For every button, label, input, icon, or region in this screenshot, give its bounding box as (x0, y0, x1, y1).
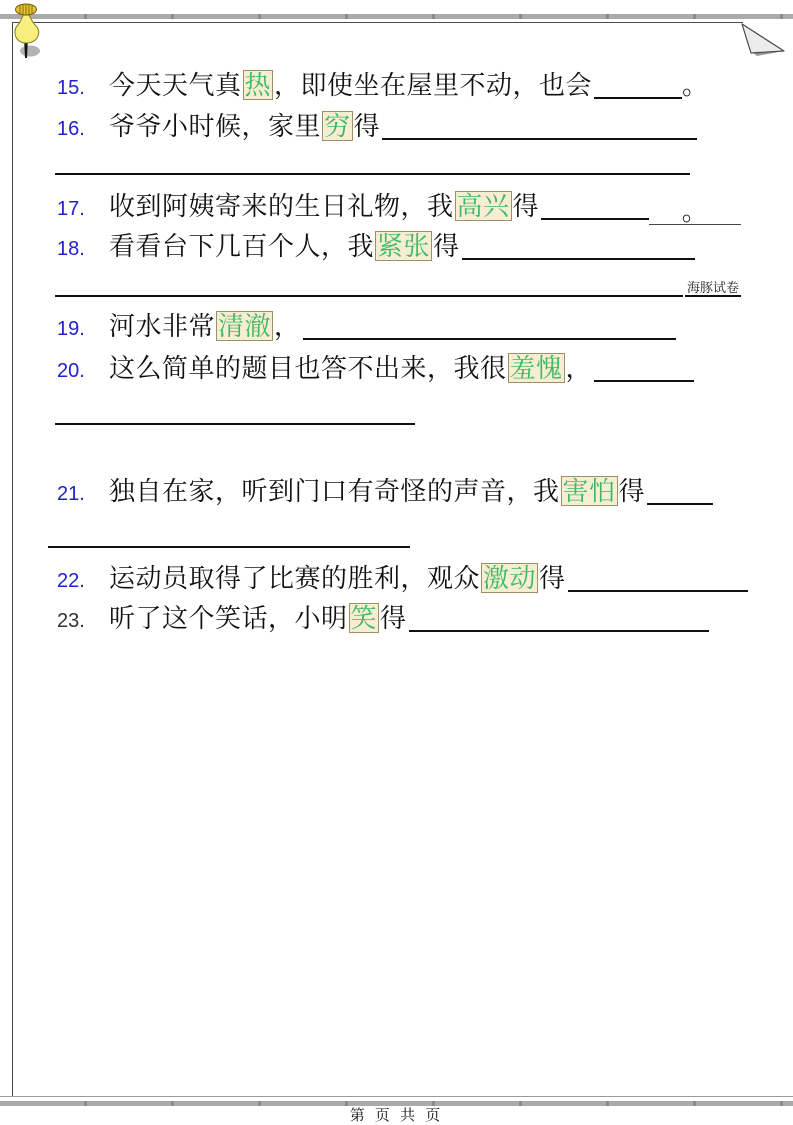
question-number: 23. (57, 610, 85, 632)
answer-line (55, 173, 690, 175)
table-gridline-top (0, 14, 793, 19)
question-text: 收到阿姨寄来的生日礼物，我 (109, 191, 454, 221)
question-text: 得 (380, 603, 407, 633)
highlighted-word: 羞愧 (509, 353, 563, 383)
answer-blank (303, 312, 676, 340)
question-text: 运动员取得了比赛的胜利，观众 (109, 563, 481, 593)
highlighted-word: 笑 (350, 603, 378, 633)
answer-blank-with-period: 。 (649, 198, 741, 225)
question-number: 17. (57, 198, 85, 220)
page-footer: 第 页 共 页 (349, 1107, 444, 1124)
question-row (57, 70, 777, 103)
pushpin-icon (10, 2, 48, 60)
question-row (57, 476, 777, 509)
answer-blank (462, 232, 695, 260)
highlighted-word: 紧张 (377, 231, 431, 261)
question-text: 得 (433, 231, 460, 261)
question-text: ， (274, 311, 301, 341)
question-row (57, 231, 777, 264)
question-text: 得 (353, 111, 381, 141)
question-row (57, 603, 777, 636)
answer-blank (594, 354, 694, 382)
question-text: ， (565, 353, 593, 383)
question-number: 22. (57, 570, 85, 592)
answer-blank (382, 112, 697, 140)
highlighted-word: 热 (244, 70, 272, 100)
question-text: ，即使坐在屋里不动，也会 (274, 70, 593, 100)
question-text: 得 (539, 563, 566, 593)
question-row (57, 311, 777, 344)
question-number: 16. (57, 118, 85, 140)
page-border-bottom (0, 1096, 793, 1097)
question-row (57, 191, 777, 225)
highlighted-word: 清澈 (218, 311, 272, 341)
question-text: 看看台下几百个人，我 (109, 231, 375, 261)
question-number: 21. (57, 483, 85, 505)
question-number: 19. (57, 318, 85, 340)
question-number: 20. (57, 360, 85, 382)
answer-blank (647, 477, 713, 505)
question-text: 得 (618, 476, 646, 506)
answer-blank (594, 71, 682, 99)
question-number: 18. (57, 238, 85, 260)
question-text: 这么简单的题目也答不出来，我很 (109, 353, 507, 383)
highlighted-word: 高兴 (456, 191, 510, 221)
page-border-left (12, 22, 13, 1096)
answer-line (55, 423, 415, 425)
question-text: 得 (512, 191, 540, 221)
answer-blank (541, 192, 649, 220)
question-row (57, 563, 777, 596)
watermark-text: 海豚试卷 (687, 280, 740, 295)
question-row (57, 111, 777, 144)
question-text: 今天天气真 (109, 70, 242, 100)
answer-blank (568, 564, 748, 592)
question-text: 。 (682, 70, 709, 100)
question-text: 听了这个笑话，小明 (109, 603, 348, 633)
highlighted-word: 激动 (483, 563, 537, 593)
answer-line (55, 295, 683, 297)
highlighted-word: 穷 (324, 111, 351, 141)
page-fold-corner-icon (736, 21, 790, 59)
highlighted-word: 害怕 (562, 476, 616, 506)
question-text: 独自在家，听到门口有奇怪的声音，我 (109, 476, 560, 506)
page-border-top (12, 22, 743, 23)
question-number: 15. (57, 77, 85, 99)
answer-line (48, 546, 410, 548)
question-row (57, 353, 777, 386)
question-text: 爷爷小时候，家里 (109, 111, 322, 141)
answer-blank (409, 604, 709, 632)
question-text: 河水非常 (109, 311, 216, 341)
